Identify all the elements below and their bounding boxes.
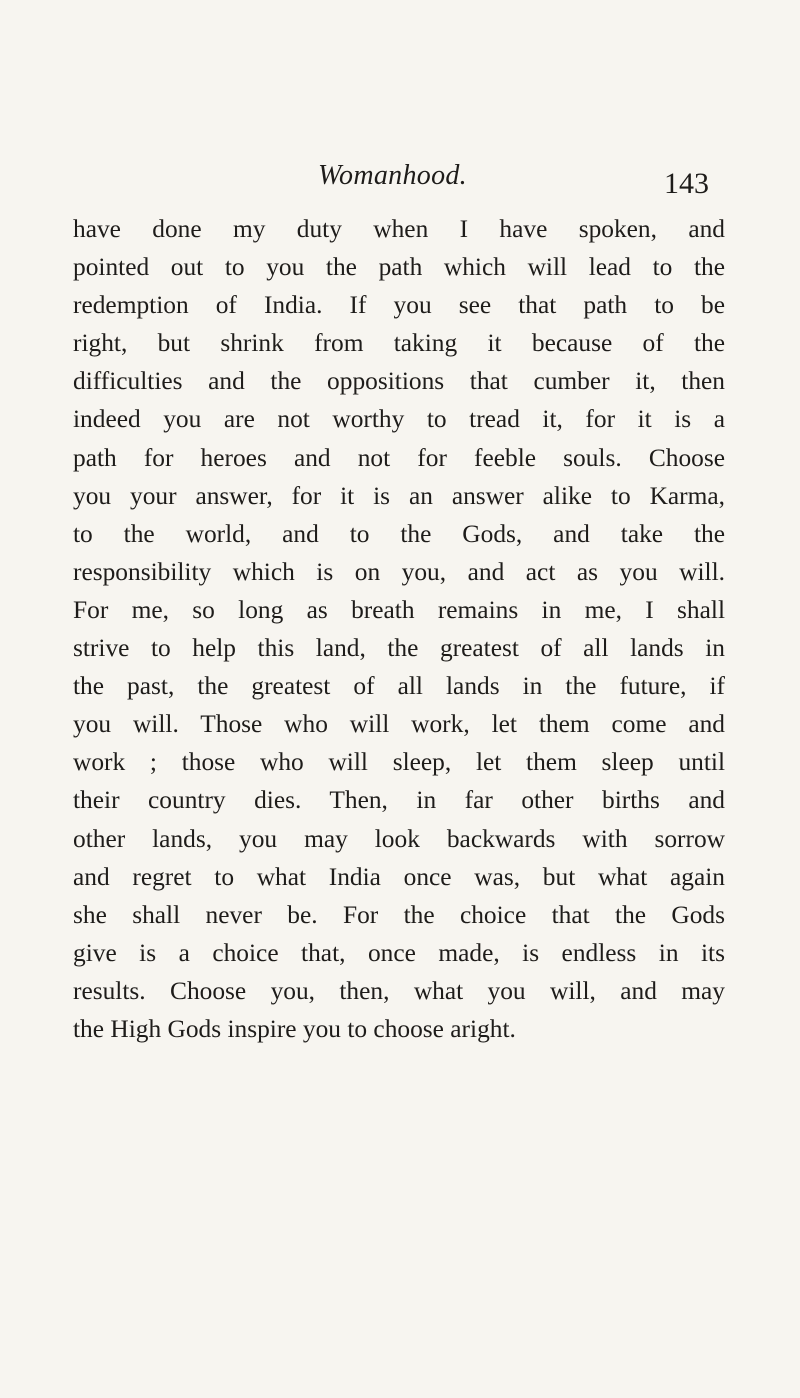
- text-line: right, but shrink from taking it because of the: [73, 329, 725, 358]
- text-line-last: the High Gods inspire you to choose aright.: [73, 1014, 516, 1043]
- text-line: pointed out to you the path which will lead to the: [73, 253, 725, 282]
- text-line: other lands, you may look backwards with sorrow: [73, 824, 725, 853]
- text-line: to the world, and to the Gods, and take the: [73, 519, 725, 548]
- text-line: and regret to what India once was, but what again: [73, 862, 725, 891]
- page-number: 143: [664, 167, 709, 200]
- text-line: she shall never be. For the choice that the Gods: [73, 900, 725, 929]
- text-line: indeed you are not worthy to tread it, for it is a: [73, 405, 725, 434]
- text-line: responsibility which is on you, and act as you will.: [73, 557, 725, 586]
- text-line: difficulties and the oppositions that cumber it, then: [73, 367, 725, 396]
- text-line: redemption of India. If you see that path to be: [73, 291, 725, 320]
- text-line: strive to help this land, the greatest of all lands in: [73, 634, 725, 663]
- text-line: you will. Those who will work, let them come and: [73, 710, 725, 739]
- text-line: path for heroes and not for feeble souls. Choose: [73, 443, 725, 472]
- text-line: have done my duty when I have spoken, and: [73, 215, 725, 243]
- text-line: results. Choose you, then, what you will, and may: [73, 976, 725, 1005]
- running-title: Womanhood.: [318, 160, 467, 191]
- text-line: you your answer, for it is an answer alike to Karma,: [73, 481, 725, 510]
- body-text: [73, 210, 725, 1048]
- text-line: their country dies. Then, in far other births and: [73, 786, 725, 815]
- text-line: For me, so long as breath remains in me, I shall: [73, 595, 725, 624]
- text-line: the past, the greatest of all lands in the future, if: [73, 672, 725, 701]
- text-line: give is a choice that, once made, is endless in its: [73, 938, 725, 967]
- text-line: work ; those who will sleep, let them sleep until: [73, 748, 725, 777]
- running-head: [0, 150, 800, 200]
